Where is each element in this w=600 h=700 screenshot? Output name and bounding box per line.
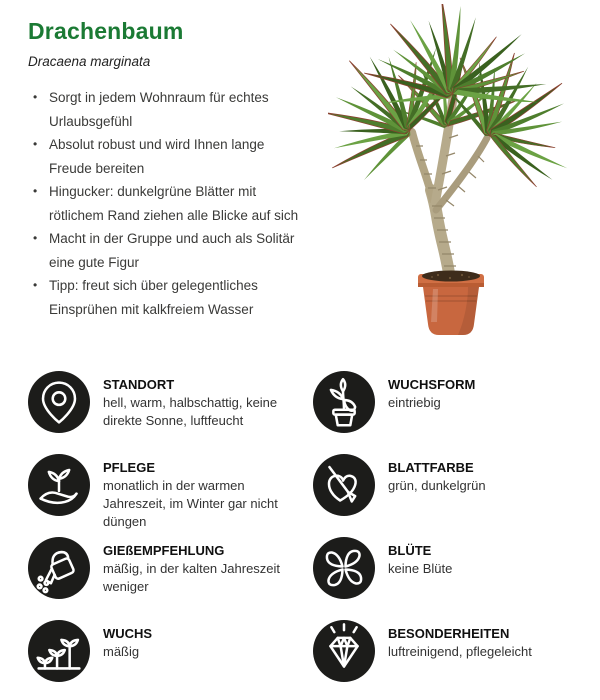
list-item: • Sorgt in jedem Wohnraum für echtes Urlaubsgefühl [28,86,300,133]
attribute-pflege [28,454,313,537]
hand-plant-icon [28,454,90,516]
attribute-value: monatlich in der warmen Jahreszeit, im Winter gar nicht düngen [103,478,278,529]
location-pin-icon [28,371,90,433]
page-header [28,18,328,69]
feature-list [28,86,300,321]
list-item: • Hingucker: dunkelgrüne Blätter mit rötlichem Rand ziehen alle Blicke auf sich [28,180,300,227]
attribute-blattfarbe [313,454,574,537]
plant-leaves [328,4,570,187]
attribute-value: hell, warm, halbschattig, keine direkte Sonne, luftfeucht [103,395,278,428]
list-item: • Macht in der Gruppe und auch als Solitär eine gute Figur [28,227,300,274]
attribute-wuchsform [313,371,574,454]
attribute-value: luftreinigend, pflegeleicht [388,644,532,659]
plant-photo [328,4,590,340]
attribute-label: STANDORT [103,377,175,392]
watering-can-icon [28,537,90,599]
plant-pot [418,271,484,336]
flower-icon [313,537,375,599]
sprouts-icon [28,620,90,682]
potted-plant-icon [313,371,375,433]
attribute-bluete [313,537,574,620]
attribute-label: GIEßEMPFEHLUNG [103,543,225,558]
attribute-giessempfehlung [28,537,313,620]
diamond-icon [313,620,375,682]
attribute-standort [28,371,313,454]
list-item: • Absolut robust und wird Ihnen lange Freude bereiten [28,133,300,180]
attribute-wuchs [28,620,313,700]
page-title: Drachenbaum [28,18,184,44]
attribute-besonderheiten [313,620,574,700]
list-item: • Tipp: freut sich über gelegentliches Einsprühen mit kalkfreiem Wasser [28,274,300,321]
attribute-value: grün, dunkelgrün [388,478,486,493]
attribute-grid [28,371,574,700]
attribute-label: BESONDERHEITEN [388,626,510,641]
attribute-label: PFLEGE [103,460,156,475]
plant-illustration [328,4,590,340]
attribute-label: BLÜTE [388,543,432,558]
attribute-value: mäßig, in der kalten Jahreszeit weniger [103,561,281,594]
attribute-value: mäßig [103,644,140,659]
botanical-name: Dracaena marginata [28,54,151,69]
attribute-value: keine Blüte [388,561,453,576]
attribute-label: WUCHSFORM [388,377,476,392]
attribute-label: BLATTFARBE [388,460,474,475]
attribute-value: eintriebig [388,395,441,410]
leaf-brush-icon [313,454,375,516]
attribute-label: WUCHS [103,626,153,641]
